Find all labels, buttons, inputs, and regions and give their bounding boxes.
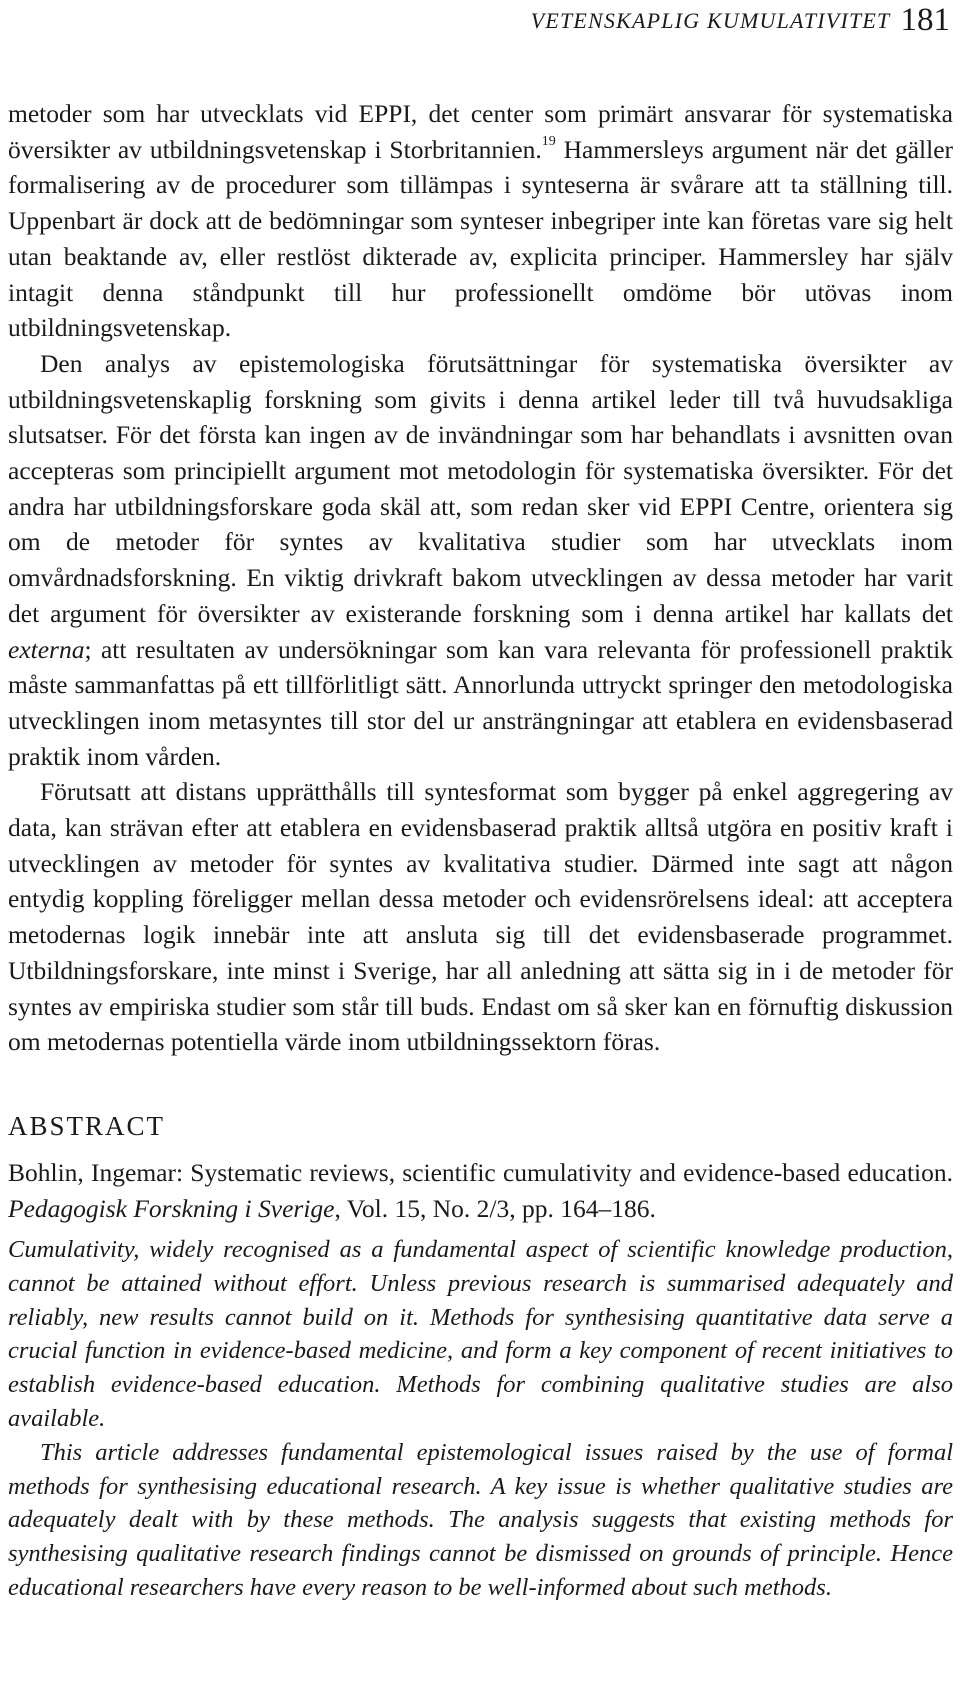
paragraph-2-text-a: Den analys av epistemologiska förutsättningar för systematiska översikter av utbildningsvetenskaplig forskning som givits i denna artikel leder till två huvudsakliga slutsatser. För det första kan ingen av de invändningar som har behandlats i avsnitten ovan accepteras som principiellt argument mot metodologin för systematiska översikter. För det andra har utbildningsforskare goda skäl att, som redan sker vid EPPI Centre, orientera sig om de metoder för syntes av kvalitativa studier som har utvecklats inom omvårdnadsforskning. En viktig drivkraft bakom utvecklingen av dessa metoder har varit det argument för översikter av existerande forskning som i denna artikel har kallats det: [8, 348, 953, 628]
running-head: [531, 2, 950, 39]
paragraph-2: [8, 346, 953, 774]
abstract-citation: [8, 1155, 953, 1227]
citation-text-a: Bohlin, Ingemar: Systematic reviews, scientific cumulativity and evidence-based education.: [8, 1158, 953, 1187]
footnote-ref-19: 19: [541, 133, 556, 149]
paragraph-3: Förutsatt att distans upprätthålls till syntesformat som bygger på enkel aggregering av data, kan strävan efter att etablera en evidensbaserad praktik alltså utgöra en positiv kraft i utvecklingen av metoder för syntes av kvalitativa studier. Därmed inte sagt att någon entydig koppling föreligger mellan dessa metoder och evidensrörelsens ideal: att acceptera metodernas logik innebär inte att ansluta sig till det evidensbaserade programmet. Utbildningsforskare, inte minst i Sverige, har all anledning att sätta sig in i de metoder för syntes av empiriska studier som står till buds. Endast om så sker kan en förnuftig diskussion om metodernas potentiella värde inom utbildningssektorn föras.: [8, 777, 953, 1057]
paragraph-1-text-a: metoder som har utvecklats vid EPPI, det center som primärt ansvarar för systematiska översikter av utbildningsvetenskap i Storbritannien.: [8, 99, 953, 164]
paragraph-1-text-b: Hammersleys argument när det gäller formalisering av de procedurer som tillämpas i synteserna är svårare att ta ställning till. Uppenbart är dock att de bedömningar som synteser inbegriper inte kan företas vare sig helt utan beaktande av, eller restlöst dikterade av, explicita principer. Hammersley har själv intagit denna ståndpunkt till hur professionellt omdöme bör utövas inom utbildningsvetenskap.: [8, 134, 954, 343]
running-head-title: VETENSKAPLIG KUMULATIVITET: [530, 8, 891, 33]
paragraph-2-emphasis: externa: [8, 634, 85, 664]
citation-text-b: , Vol. 15, No. 2/3, pp. 164–186.: [334, 1194, 656, 1223]
paragraph-2-text-b: ; att resultaten av undersökningar som kan vara relevanta för professionell praktik måste sammanfattas på ett tillförlitligt sätt. Annorlunda uttryckt springer den metodologiska utvecklingen inom metasyntes till stor del ur ansträngningar att etablera en evidensbaserad praktik inom vården.: [8, 634, 953, 771]
abstract-paragraph-2: This article addresses fundamental epistemological issues raised by the use of formal methods for synthesising educational research. A key issue is whether qualitative studies are adequately dealt with by these methods. The analysis suggests that existing methods for synthesising qualitative research findings cannot be dismissed on grounds of principle. Hence educational researchers have every reason to be well-informed about such methods.: [8, 1438, 953, 1601]
abstract-body: [8, 1233, 953, 1605]
body-text: [8, 96, 953, 1060]
citation-journal: Pedagogisk Forskning i Sverige: [8, 1194, 335, 1223]
paragraph-1: [8, 96, 953, 346]
abstract-heading: ABSTRACT: [8, 1111, 166, 1141]
page-number: 181: [900, 2, 950, 38]
abstract-paragraph-1: Cumulativity, widely recognised as a fundamental aspect of scientific knowledge production, cannot be attained without effort. Unless previous research is summarised adequately and reliably, new results cannot build on it. Methods for synthesising quantitative data serve a crucial function in evidence-based medicine, and form a key component of recent initiatives to establish evidence-based education. Methods for combining qualitative studies are also available.: [8, 1236, 953, 1432]
